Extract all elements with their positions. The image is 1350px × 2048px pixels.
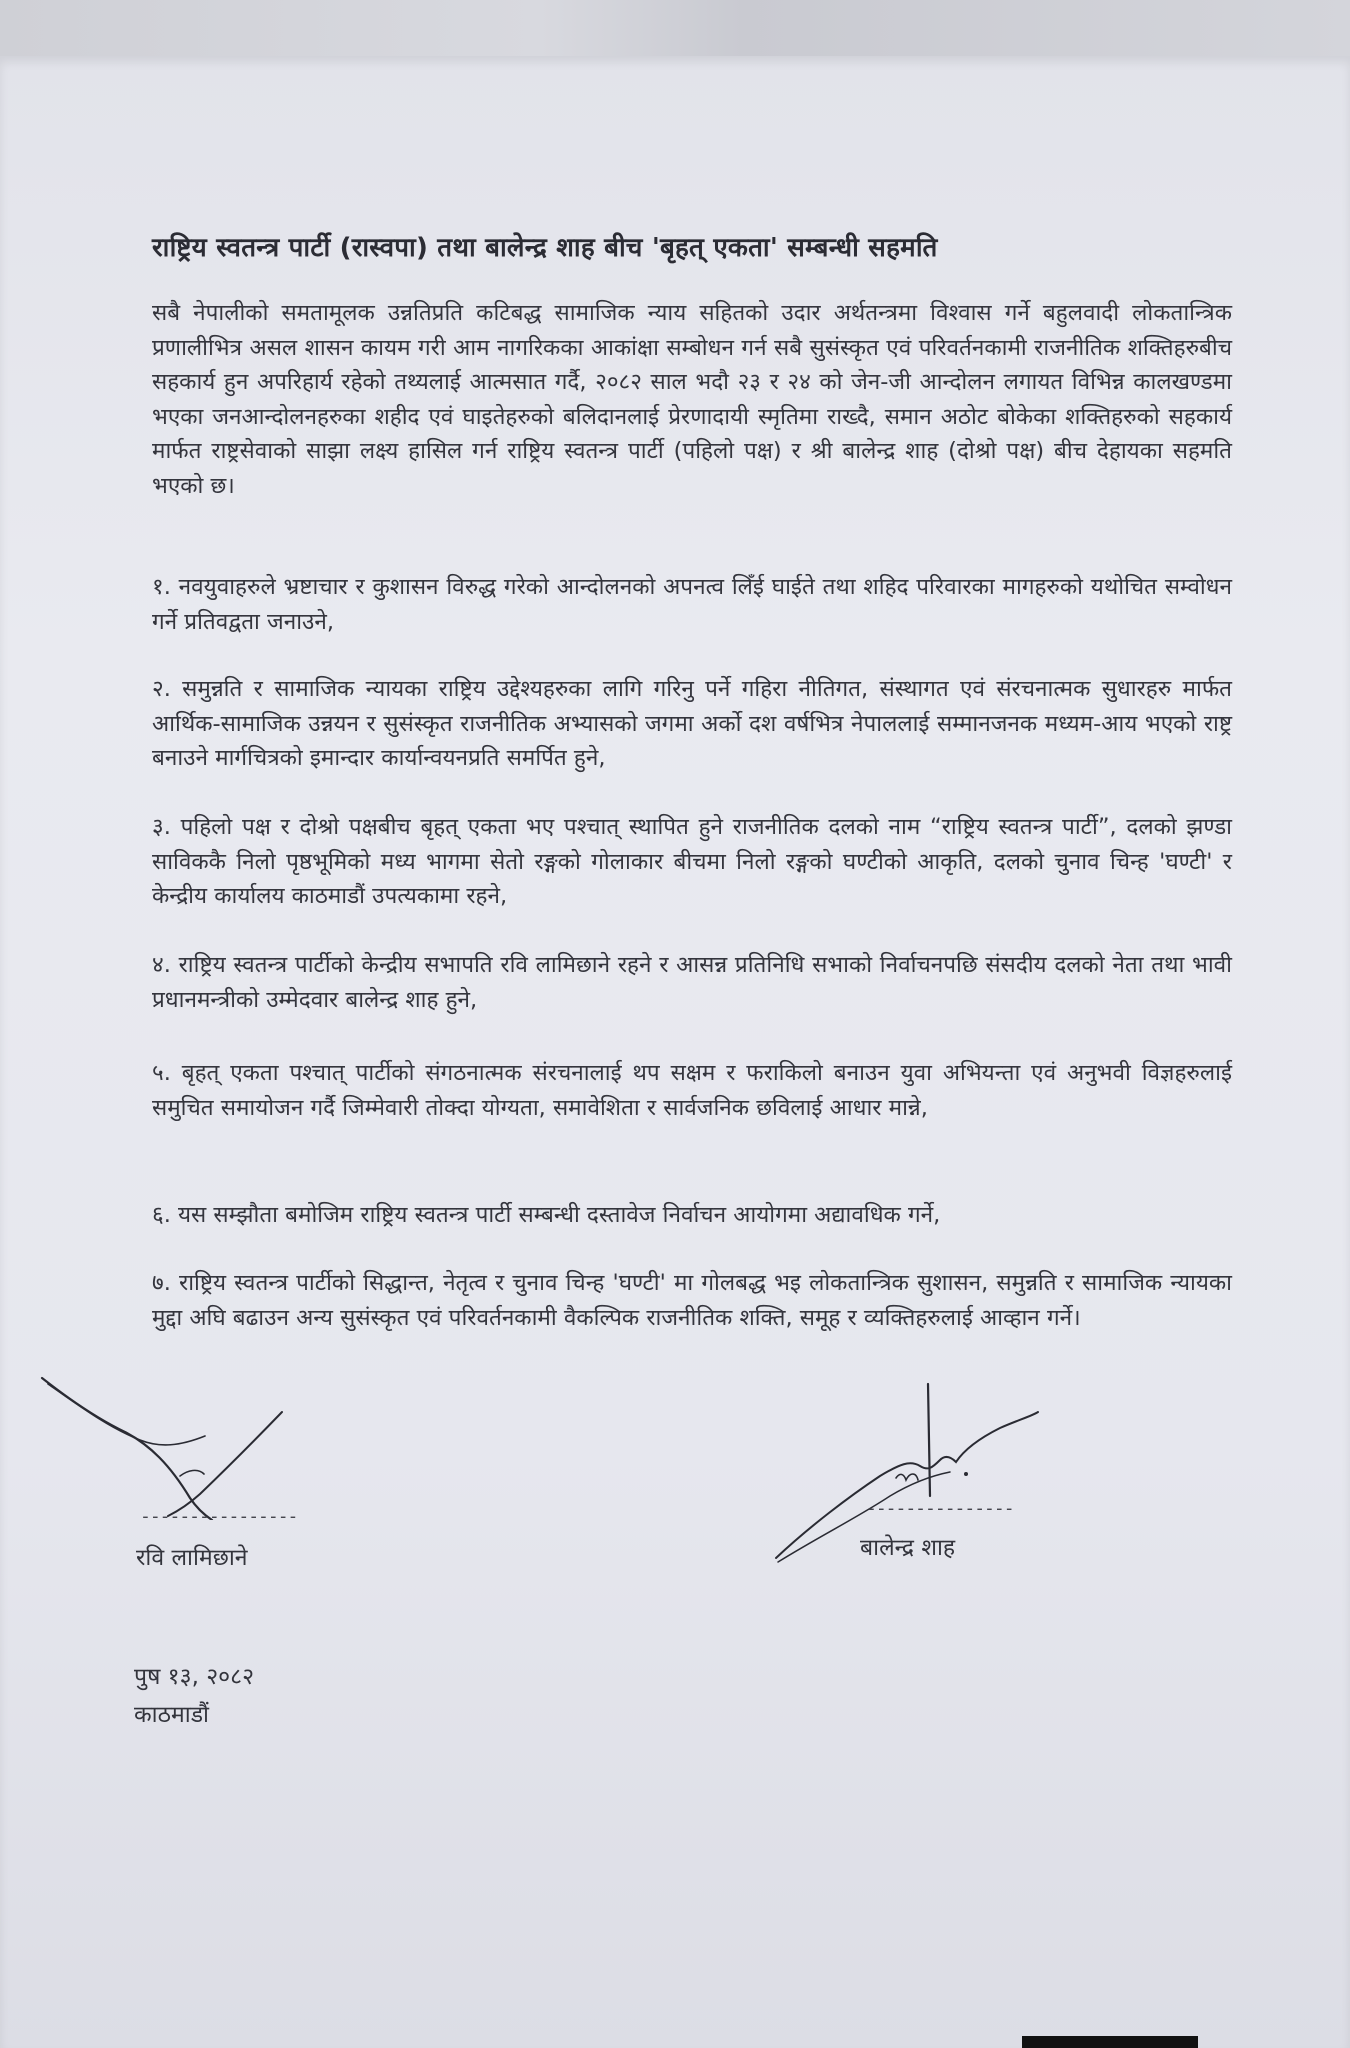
document-place: काठमाडौं <box>134 1702 209 1728</box>
intro-paragraph: सबै नेपालीको समतामूलक उन्नतिप्रति कटिबद्ध सामाजिक न्याय सहितको उदार अर्थतन्त्रमा विश्वास गर्ने बहुलवादी लोकतान्त्रिक प्रणालीभित्र असल शासन कायम गरी आम नागरिकका आकांक्षा सम्बोधन गर्न सबै सुसंस्कृत एवं परिवर्तनकामी राजनीतिक शक्तिहरुबीच सहकार्य हुन अपरिहार्य रहेको तथ्यलाई आत्मसात गर्दै, २०८२ साल भदौ २३ र २४ को जेन-जी आन्दोलन लगायत विभिन्न कालखण्डमा भएका जनआन्दोलनहरुका शहीद एवं घाइतेहरुको बलिदानलाई प्रेरणादायी स्मृतिमा राख्दै, समान अठोट बोकेका शक्तिहरुको सहकार्य मार्फत राष्ट्रसेवाको साझा लक्ष्य हासिल गर्न राष्ट्रिय स्वतन्त्र पार्टी (पहिलो पक्ष) र श्री बालेन्द्र शाह (दोश्रो पक्ष) बीच देहायका सहमति भएको छ। <box>152 300 1232 499</box>
agreement-point-2: २. समुन्नति र सामाजिक न्यायका राष्ट्रिय उद्देश्यहरुका लागि गरिनु पर्ने गहिरा नीतिगत, संस्थागत एवं संरचनात्मक सुधारहरु मार्फत आर्थिक-सामाजिक उन्नयन र सुसंस्कृत राजनीतिक अभ्यासको जगमा अर्को दश वर्षभित्र नेपाललाई सम्मानजनक मध्यम-आय भएको राष्ट्र बनाउने मार्गचित्रको इमान्दार कार्यान्वयनप्रति समर्पित हुने, <box>152 676 1232 771</box>
signature-line-right: --------------- <box>866 1498 1014 1519</box>
agreement-point-6: ६. यस सम्झौता बमोजिम राष्ट्रिय स्वतन्त्र पार्टी सम्बन्धी दस्तावेज निर्वाचन आयोगमा अद्यावधिक गर्ने, <box>152 1202 941 1228</box>
signer-name-left: रवि लामिछाने <box>136 1545 248 1571</box>
scan-edge-mark <box>1022 2036 1198 2048</box>
agreement-point-7: ७. राष्ट्रिय स्वतन्त्र पार्टीको सिद्धान्त, नेतृत्व र चुनाव चिन्ह 'घण्टी' मा गोलबद्ध भइ लोकतान्त्रिक सुशासन, समुन्नति र सामाजिक न्यायका मुद्दा अघि बढाउन अन्य सुसंस्कृत एवं परिवर्तनकामी वैकल्पिक राजनीतिक शक्ति, समूह र व्यक्तिहरुलाई आव्हान गर्ने। <box>152 1270 1232 1331</box>
signature-left-icon <box>30 1370 300 1520</box>
background-surface <box>0 0 1350 60</box>
signature-line-left: ---------------- <box>140 1506 298 1527</box>
agreement-point-1: १. नवयुवाहरुले भ्रष्टाचार र कुशासन विरुद्ध गरेको आन्दोलनको अपनत्व लिँई घाईते तथा शहिद परिवारका मागहरुको यथोचित सम्वोधन गर्ने प्रतिवद्वता जनाउने, <box>152 574 1232 635</box>
signer-name-right: बालेन्द्र शाह <box>860 1535 956 1561</box>
date-place-block <box>134 1658 254 1734</box>
agreement-point-5: ५. बृहत् एकता पश्चात् पार्टीको संगठनात्मक संरचनालाई थप सक्षम र फराकिलो बनाउन युवा अभियन्ता एवं अनुभवी विज्ञहरुलाई समुचित समायोजन गर्दै जिम्मेवारी तोक्दा योग्यता, समावेशिता र सार्वजनिक छविलाई आधार मान्ने, <box>152 1060 1232 1121</box>
document-date: पुष १३, २०८२ <box>134 1664 255 1690</box>
document-title: राष्ट्रिय स्वतन्त्र पार्टी (रास्वपा) तथा बालेन्द्र शाह बीच 'बृहत् एकता' सम्बन्धी सहमति <box>152 233 938 263</box>
agreement-point-4: ४. राष्ट्रिय स्वतन्त्र पार्टीको केन्द्रीय सभापति रवि लामिछाने रहने र आसन्न प्रतिनिधि सभाको निर्वाचनपछि संसदीय दलको नेता तथा भावी प्रधानमन्त्रीको उम्मेदवार बालेन्द्र शाह हुने, <box>152 952 1232 1013</box>
agreement-point-3: ३. पहिलो पक्ष र दोश्रो पक्षबीच बृहत् एकता भए पश्चात् स्थापित हुने राजनीतिक दलको नाम “राष्ट्रिय स्वतन्त्र पार्टी”, दलको झण्डा साविककै निलो पृष्ठभूमिको मध्य भागमा सेतो रङ्गको गोलाकार बीचमा निलो रङ्गको घण्टीको आकृति, दलको चुनाव चिन्ह 'घण्टी' र केन्द्रीय कार्यालय काठमाडौं उपत्यकामा रहने, <box>152 814 1233 909</box>
